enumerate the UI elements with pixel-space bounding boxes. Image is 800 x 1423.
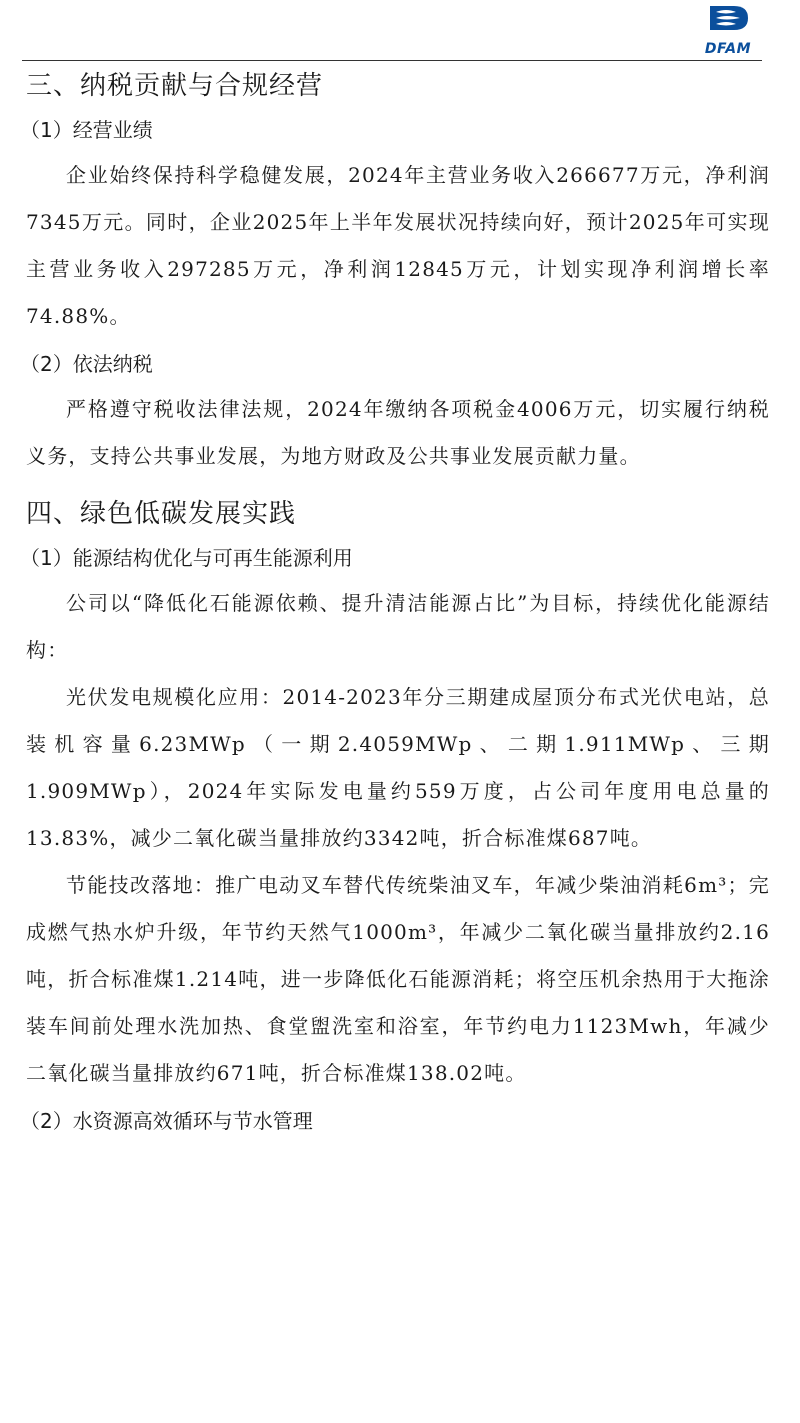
paragraph: 企业始终保持科学稳健发展，2024年主营业务收入266677万元，净利润7345万元。同时，企业2025年上半年发展状况持续向好，预计2025年可实现主营业务收入297285万元，净利润12845万元，计划实现净利润增长率74.88%。 [26, 163, 770, 328]
company-logo [696, 2, 760, 56]
page-header [22, 0, 762, 61]
paragraph: 光伏发电规模化应用：2014-2023年分三期建成屋顶分布式光伏电站，总装机容量6.23MWp（一期2.4059MWp、二期1.911MWp、三期1.909MWp），2024年实际发电量约559万度，占公司年度用电总量的13.83%，减少二氧化碳当量排放约3342吨，折合标准煤687吨。 [26, 685, 770, 850]
logo-text: DFAM [704, 41, 752, 57]
subsection-title: （1）能源结构优化与可再生能源利用 [20, 546, 353, 570]
paragraph: 节能技改落地：推广电动叉车替代传统柴油叉车，年减少柴油消耗6m³；完成燃气热水炉升级，年节约天然气1000m³，年减少二氧化碳当量排放约2.16吨，折合标准煤1.214吨，进一步降低化石能源消耗；将空压机余热用于大拖涂装车间前处理水洗加热、食堂盥洗室和浴室，年节约电力1123Mwh，年减少二氧化碳当量排放约671吨，折合标准煤138.02吨。 [26, 873, 770, 1085]
subsection-title: （1）经营业绩 [20, 118, 153, 142]
document-body [20, 62, 770, 1143]
section-tax-compliance [20, 66, 770, 480]
logo-icon [696, 2, 760, 42]
section-green-development [20, 494, 770, 1137]
paragraph: 公司以“降低化石能源依赖、提升清洁能源占比”为目标，持续优化能源结构： [26, 591, 770, 662]
subsection-title: （2）依法纳税 [20, 352, 153, 376]
section-title: 三、纳税贡献与合规经营 [26, 71, 324, 101]
paragraph: 严格遵守税收法律法规，2024年缴纳各项税金4006万元，切实履行纳税义务，支持公共事业发展，为地方财政及公共事业发展贡献力量。 [26, 397, 770, 468]
subsection-title: （2）水资源高效循环与节水管理 [20, 1109, 313, 1133]
section-title: 四、绿色低碳发展实践 [26, 499, 297, 529]
